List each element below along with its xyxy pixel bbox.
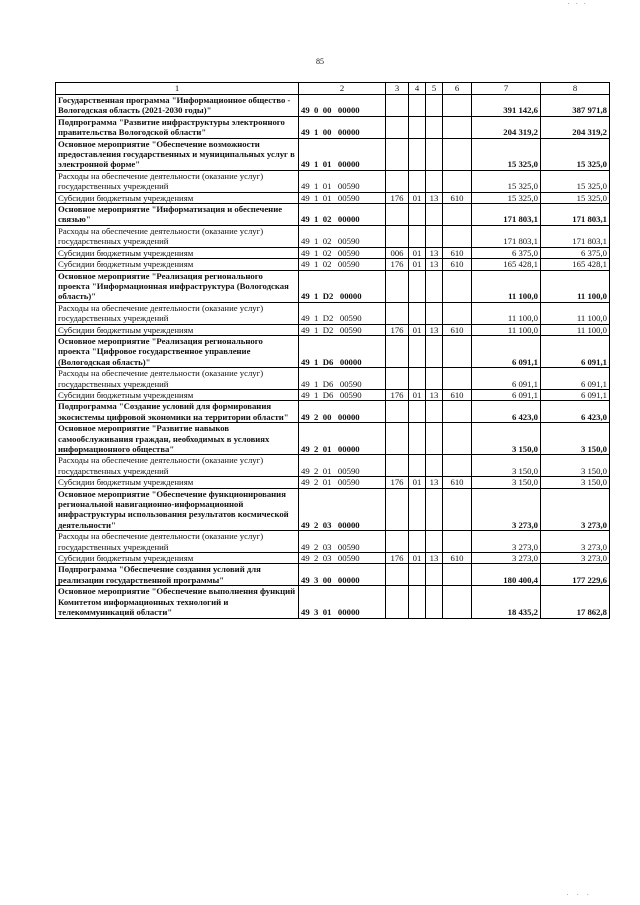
row-amount-2021-cell: 3 273,0 (472, 531, 541, 553)
row-grbs-cell: 176 (386, 259, 409, 270)
row-code-cell: 49 1 01 00590 (299, 170, 386, 192)
row-expense-type-cell (443, 401, 472, 423)
header-cell: 4 (409, 83, 426, 95)
row-code-cell: 49 1 D6 00590 (299, 389, 386, 400)
row-name-cell: Подпрограмма "Развитие инфраструктуры электронного правительства Вологодской области" (56, 116, 299, 138)
row-section-cell (409, 95, 426, 117)
row-code-cell: 49 2 03 00000 (299, 488, 386, 531)
row-subsection-cell (426, 531, 443, 553)
table-row (56, 423, 610, 455)
row-amount-2022-cell: 6 375,0 (541, 247, 610, 258)
row-grbs-cell (386, 401, 409, 423)
row-amount-2021-cell: 6 091,1 (472, 335, 541, 367)
row-section-cell (409, 302, 426, 324)
row-subsection-cell (426, 564, 443, 586)
header-row (56, 83, 610, 95)
row-subsection-cell (426, 586, 443, 618)
row-amount-2022-cell: 204 319,2 (541, 116, 610, 138)
row-code-cell: 49 1 00 00000 (299, 116, 386, 138)
row-name-cell: Субсидии бюджетным учреждениям (56, 553, 299, 564)
row-expense-type-cell (443, 95, 472, 117)
row-amount-2021-cell: 391 142,6 (472, 95, 541, 117)
row-code-cell: 49 1 D2 00000 (299, 270, 386, 302)
row-subsection-cell: 13 (426, 553, 443, 564)
row-section-cell (409, 455, 426, 477)
table-row (56, 247, 610, 258)
row-amount-2022-cell: 3 273,0 (541, 531, 610, 553)
table-row (56, 564, 610, 586)
corner-mark-bottom: · · · (566, 891, 592, 899)
row-amount-2022-cell: 15 325,0 (541, 192, 610, 203)
row-section-cell (409, 368, 426, 390)
table-row (56, 138, 610, 170)
row-grbs-cell (386, 116, 409, 138)
row-name-cell: Основное мероприятие "Информатизация и обеспечение связью" (56, 204, 299, 226)
row-amount-2022-cell: 11 100,0 (541, 302, 610, 324)
row-code-cell: 49 2 01 00590 (299, 477, 386, 488)
row-expense-type-cell (443, 586, 472, 618)
row-amount-2021-cell: 171 803,1 (472, 204, 541, 226)
row-grbs-cell (386, 95, 409, 117)
row-amount-2021-cell: 15 325,0 (472, 138, 541, 170)
row-amount-2021-cell: 180 400,4 (472, 564, 541, 586)
page-number: 85 (316, 57, 324, 66)
row-expense-type-cell (443, 225, 472, 247)
header-cell: 8 (541, 83, 610, 95)
row-grbs-cell (386, 335, 409, 367)
row-expense-type-cell: 610 (443, 553, 472, 564)
row-code-cell: 49 1 01 00000 (299, 138, 386, 170)
row-section-cell (409, 170, 426, 192)
row-expense-type-cell: 610 (443, 247, 472, 258)
row-section-cell (409, 225, 426, 247)
row-grbs-cell: 006 (386, 247, 409, 258)
row-name-cell: Основное мероприятие "Обеспечение возможности предоставления государственных и муниципальных услуг в электронной форме" (56, 138, 299, 170)
row-name-cell: Расходы на обеспечение деятельности (оказание услуг) государственных учреждений (56, 455, 299, 477)
row-amount-2021-cell: 6 091,1 (472, 389, 541, 400)
row-expense-type-cell: 610 (443, 389, 472, 400)
row-amount-2022-cell: 11 100,0 (541, 270, 610, 302)
table-row (56, 455, 610, 477)
row-section-cell (409, 586, 426, 618)
row-expense-type-cell (443, 455, 472, 477)
table-row (56, 531, 610, 553)
row-amount-2021-cell: 3 150,0 (472, 423, 541, 455)
table-row (56, 324, 610, 335)
table-row (56, 553, 610, 564)
row-code-cell: 49 1 02 00590 (299, 225, 386, 247)
row-expense-type-cell: 610 (443, 477, 472, 488)
row-name-cell: Подпрограмма "Обеспечение создания условий для реализации государственной программы" (56, 564, 299, 586)
row-subsection-cell (426, 335, 443, 367)
row-grbs-cell (386, 586, 409, 618)
row-amount-2021-cell: 3 150,0 (472, 477, 541, 488)
row-expense-type-cell (443, 531, 472, 553)
row-grbs-cell: 176 (386, 553, 409, 564)
header-cell: 6 (443, 83, 472, 95)
row-section-cell (409, 401, 426, 423)
row-amount-2022-cell: 3 150,0 (541, 423, 610, 455)
row-grbs-cell (386, 368, 409, 390)
row-grbs-cell (386, 302, 409, 324)
row-grbs-cell (386, 270, 409, 302)
row-section-cell (409, 423, 426, 455)
row-section-cell (409, 116, 426, 138)
row-grbs-cell (386, 564, 409, 586)
row-amount-2022-cell: 6 091,1 (541, 368, 610, 390)
table-row (56, 170, 610, 192)
table-row (56, 259, 610, 270)
row-amount-2021-cell: 3 150,0 (472, 455, 541, 477)
row-expense-type-cell (443, 335, 472, 367)
header-cell: 3 (386, 83, 409, 95)
table-row (56, 204, 610, 226)
row-section-cell: 01 (409, 553, 426, 564)
row-subsection-cell (426, 270, 443, 302)
row-name-cell: Основное мероприятие "Обеспечение выполнения функций Комитетом информационных технологий и телекоммуникаций области" (56, 586, 299, 618)
row-amount-2022-cell: 17 862,8 (541, 586, 610, 618)
row-subsection-cell (426, 302, 443, 324)
row-subsection-cell: 13 (426, 477, 443, 488)
row-grbs-cell (386, 170, 409, 192)
row-subsection-cell (426, 225, 443, 247)
table-row (56, 586, 610, 618)
corner-mark-top: · · · (567, 0, 588, 8)
row-code-cell: 49 1 D2 00590 (299, 302, 386, 324)
row-subsection-cell: 13 (426, 259, 443, 270)
row-section-cell: 01 (409, 192, 426, 203)
row-section-cell: 01 (409, 247, 426, 258)
row-grbs-cell: 176 (386, 477, 409, 488)
row-amount-2022-cell: 171 803,1 (541, 225, 610, 247)
row-section-cell: 01 (409, 477, 426, 488)
row-amount-2021-cell: 15 325,0 (472, 170, 541, 192)
row-section-cell (409, 270, 426, 302)
row-name-cell: Субсидии бюджетным учреждениям (56, 259, 299, 270)
row-code-cell: 49 2 01 00590 (299, 455, 386, 477)
row-amount-2022-cell: 171 803,1 (541, 204, 610, 226)
row-code-cell: 49 3 00 00000 (299, 564, 386, 586)
row-grbs-cell: 176 (386, 324, 409, 335)
row-subsection-cell: 13 (426, 389, 443, 400)
row-code-cell: 49 1 02 00000 (299, 204, 386, 226)
row-expense-type-cell (443, 116, 472, 138)
row-code-cell: 49 1 D6 00590 (299, 368, 386, 390)
row-name-cell: Подпрограмма "Создание условий для формирования экосистемы цифровой экономики на территории области" (56, 401, 299, 423)
row-section-cell: 01 (409, 389, 426, 400)
row-section-cell (409, 488, 426, 531)
row-subsection-cell (426, 488, 443, 531)
row-code-cell: 49 1 01 00590 (299, 192, 386, 203)
header-cell: 2 (299, 83, 386, 95)
row-code-cell: 49 2 03 00590 (299, 553, 386, 564)
row-amount-2022-cell: 3 273,0 (541, 488, 610, 531)
row-amount-2021-cell: 6 423,0 (472, 401, 541, 423)
table-row (56, 477, 610, 488)
row-expense-type-cell (443, 368, 472, 390)
row-subsection-cell (426, 204, 443, 226)
table-row (56, 116, 610, 138)
row-amount-2022-cell: 11 100,0 (541, 324, 610, 335)
row-amount-2021-cell: 171 803,1 (472, 225, 541, 247)
budget-table (55, 82, 610, 619)
row-code-cell: 49 0 00 00000 (299, 95, 386, 117)
row-amount-2021-cell: 165 428,1 (472, 259, 541, 270)
row-amount-2021-cell: 6 375,0 (472, 247, 541, 258)
row-subsection-cell (426, 455, 443, 477)
row-amount-2021-cell: 3 273,0 (472, 553, 541, 564)
row-amount-2021-cell: 3 273,0 (472, 488, 541, 531)
row-subsection-cell (426, 138, 443, 170)
row-subsection-cell (426, 116, 443, 138)
row-code-cell: 49 2 01 00000 (299, 423, 386, 455)
row-name-cell: Субсидии бюджетным учреждениям (56, 477, 299, 488)
row-name-cell: Основное мероприятие "Развитие навыков самообслуживания граждан, необходимых в условиях информационного общества" (56, 423, 299, 455)
row-expense-type-cell (443, 270, 472, 302)
row-subsection-cell: 13 (426, 247, 443, 258)
row-grbs-cell (386, 204, 409, 226)
row-name-cell: Субсидии бюджетным учреждениям (56, 389, 299, 400)
row-expense-type-cell (443, 423, 472, 455)
row-grbs-cell (386, 225, 409, 247)
row-subsection-cell: 13 (426, 324, 443, 335)
row-amount-2022-cell: 177 229,6 (541, 564, 610, 586)
row-amount-2021-cell: 11 100,0 (472, 302, 541, 324)
row-amount-2022-cell: 165 428,1 (541, 259, 610, 270)
row-subsection-cell (426, 95, 443, 117)
row-name-cell: Основное мероприятие "Обеспечение функционирования региональной навигационно-информационной инфраструктуры использования результатов космической деятельности" (56, 488, 299, 531)
row-expense-type-cell: 610 (443, 192, 472, 203)
row-amount-2022-cell: 3 273,0 (541, 553, 610, 564)
header-cell: 7 (472, 83, 541, 95)
row-grbs-cell (386, 138, 409, 170)
table-body (56, 83, 610, 619)
row-expense-type-cell (443, 564, 472, 586)
row-amount-2022-cell: 3 150,0 (541, 455, 610, 477)
row-amount-2022-cell: 387 971,8 (541, 95, 610, 117)
row-expense-type-cell (443, 204, 472, 226)
row-expense-type-cell (443, 170, 472, 192)
row-section-cell (409, 335, 426, 367)
row-grbs-cell (386, 423, 409, 455)
row-name-cell: Субсидии бюджетным учреждениям (56, 192, 299, 203)
row-section-cell (409, 138, 426, 170)
row-amount-2021-cell: 6 091,1 (472, 368, 541, 390)
table-row (56, 270, 610, 302)
table-row (56, 488, 610, 531)
row-name-cell: Расходы на обеспечение деятельности (оказание услуг) государственных учреждений (56, 302, 299, 324)
row-grbs-cell (386, 531, 409, 553)
row-subsection-cell (426, 401, 443, 423)
table-row (56, 95, 610, 117)
row-amount-2021-cell: 18 435,2 (472, 586, 541, 618)
table-row (56, 302, 610, 324)
row-code-cell: 49 1 02 00590 (299, 259, 386, 270)
row-section-cell (409, 204, 426, 226)
header-cell: 1 (56, 83, 299, 95)
row-grbs-cell: 176 (386, 192, 409, 203)
row-code-cell: 49 2 00 00000 (299, 401, 386, 423)
row-amount-2021-cell: 11 100,0 (472, 270, 541, 302)
row-subsection-cell: 13 (426, 192, 443, 203)
row-grbs-cell: 176 (386, 389, 409, 400)
header-cell: 5 (426, 83, 443, 95)
row-expense-type-cell: 610 (443, 259, 472, 270)
table-row (56, 192, 610, 203)
table-row (56, 368, 610, 390)
row-expense-type-cell (443, 302, 472, 324)
row-amount-2022-cell: 15 325,0 (541, 170, 610, 192)
row-subsection-cell (426, 368, 443, 390)
row-expense-type-cell (443, 488, 472, 531)
row-expense-type-cell: 610 (443, 324, 472, 335)
row-name-cell: Субсидии бюджетным учреждениям (56, 324, 299, 335)
row-expense-type-cell (443, 138, 472, 170)
row-amount-2021-cell: 15 325,0 (472, 192, 541, 203)
row-amount-2021-cell: 204 319,2 (472, 116, 541, 138)
row-code-cell: 49 1 02 00590 (299, 247, 386, 258)
row-name-cell: Расходы на обеспечение деятельности (оказание услуг) государственных учреждений (56, 531, 299, 553)
row-subsection-cell (426, 423, 443, 455)
row-code-cell: 49 3 01 00000 (299, 586, 386, 618)
row-amount-2022-cell: 3 150,0 (541, 477, 610, 488)
row-amount-2022-cell: 6 091,1 (541, 389, 610, 400)
table-row (56, 335, 610, 367)
table-row (56, 389, 610, 400)
row-section-cell: 01 (409, 324, 426, 335)
row-section-cell (409, 564, 426, 586)
row-code-cell: 49 1 D2 00590 (299, 324, 386, 335)
table-row (56, 225, 610, 247)
row-amount-2022-cell: 6 091,1 (541, 335, 610, 367)
row-name-cell: Расходы на обеспечение деятельности (оказание услуг) государственных учреждений (56, 225, 299, 247)
row-code-cell: 49 2 03 00590 (299, 531, 386, 553)
row-amount-2022-cell: 6 423,0 (541, 401, 610, 423)
row-grbs-cell (386, 455, 409, 477)
row-name-cell: Субсидии бюджетным учреждениям (56, 247, 299, 258)
row-amount-2021-cell: 11 100,0 (472, 324, 541, 335)
row-section-cell: 01 (409, 259, 426, 270)
row-name-cell: Государственная программа "Информационное общество - Вологодская область (2021-2030 годы)" (56, 95, 299, 117)
row-amount-2022-cell: 15 325,0 (541, 138, 610, 170)
row-name-cell: Расходы на обеспечение деятельности (оказание услуг) государственных учреждений (56, 368, 299, 390)
row-name-cell: Основное мероприятие "Реализация регионального проекта "Цифровое государственное управление (Вологодская область)" (56, 335, 299, 367)
row-name-cell: Основное мероприятие "Реализация регионального проекта "Информационная инфраструктура (Вологодская область)" (56, 270, 299, 302)
row-name-cell: Расходы на обеспечение деятельности (оказание услуг) государственных учреждений (56, 170, 299, 192)
table-row (56, 401, 610, 423)
row-code-cell: 49 1 D6 00000 (299, 335, 386, 367)
row-subsection-cell (426, 170, 443, 192)
row-section-cell (409, 531, 426, 553)
row-grbs-cell (386, 488, 409, 531)
